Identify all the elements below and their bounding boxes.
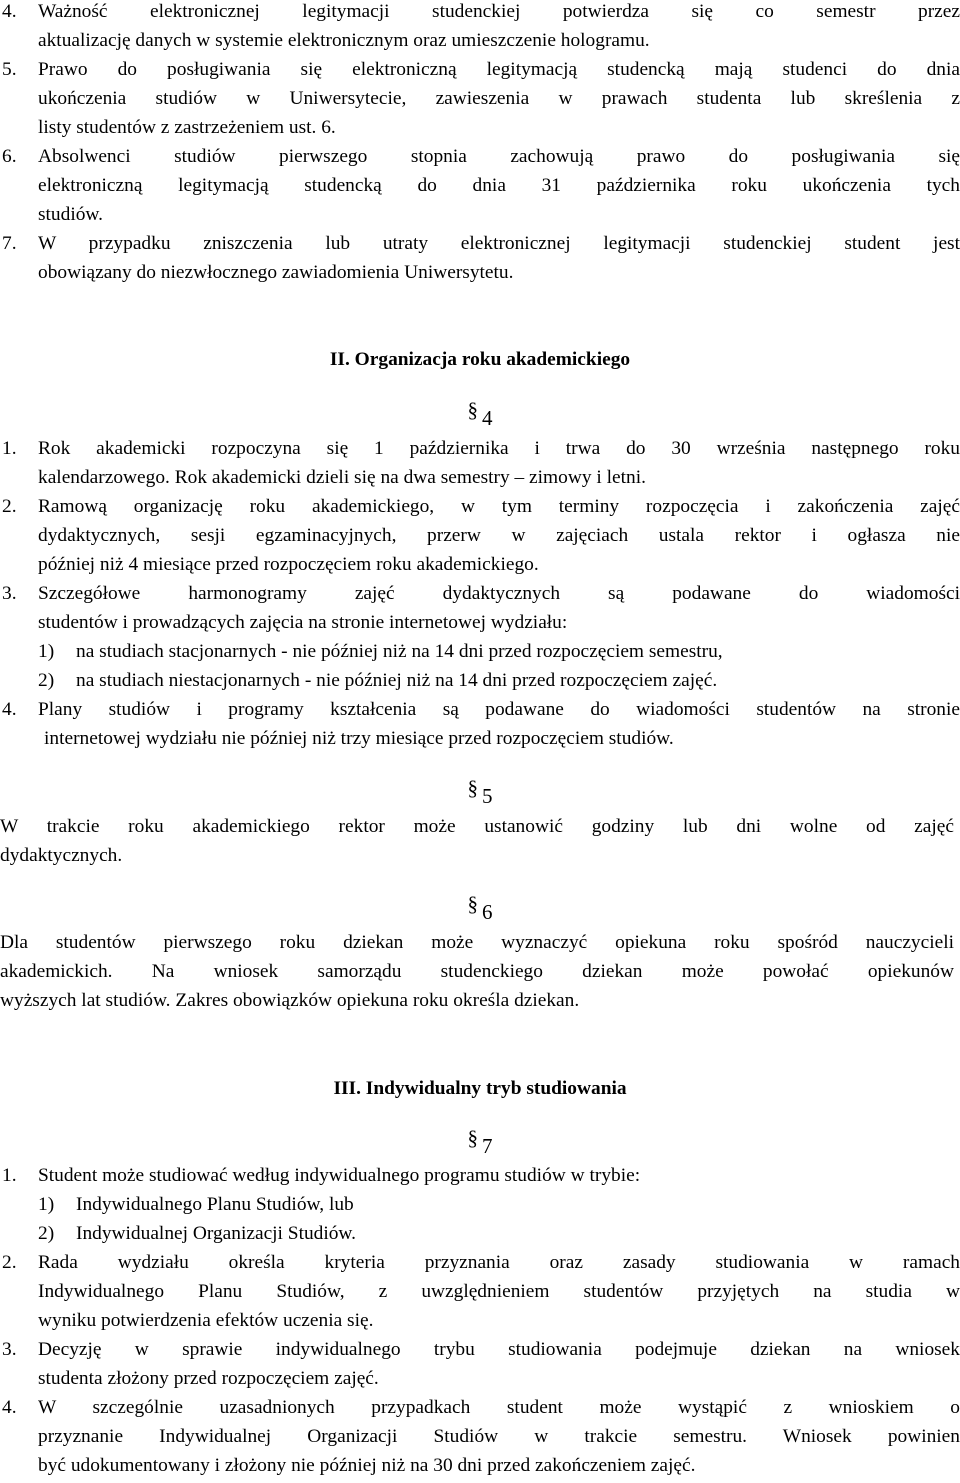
chapter-heading: III. Indywidualny tryb studiowania <box>333 1078 627 1099</box>
item-line: Prawo do posługiwania się elektroniczną legitymacją studencką mają studenci do dnia <box>38 59 960 80</box>
list-item <box>0 695 960 753</box>
list-item <box>0 1335 960 1393</box>
item-line: W przypadku zniszczenia lub utraty elektronicznej legitymacji studenckiej student jest <box>38 233 960 254</box>
item-line: wyniku potwierdzenia efektów uczenia się. <box>38 1310 374 1331</box>
item-line: internetowej wydziału nie później niż trzy miesiące przed rozpoczęciem studiów. <box>44 728 674 749</box>
item-number: 1. <box>2 438 17 459</box>
item-number: 3. <box>2 583 17 604</box>
sub-item-number: 1) <box>38 1194 55 1215</box>
section-sign: § <box>467 776 478 800</box>
list-item <box>0 0 960 55</box>
paragraph-number-value: 7 <box>482 1134 493 1158</box>
paragraph-line: Dla studentów pierwszego roku dziekan może wyznaczyć opiekuna roku spośród nauczycieli <box>0 932 954 953</box>
item-number: 3. <box>2 1339 17 1360</box>
section-sign: § <box>467 398 478 422</box>
item-number: 1. <box>2 1165 17 1186</box>
paragraph-number <box>0 398 960 433</box>
item-line: obowiązany do niezwłocznego zawiadomienia Uniwersytetu. <box>38 262 514 283</box>
item-line: Absolwenci studiów pierwszego stopnia zachowują prawo do posługiwania się <box>38 146 960 167</box>
sub-item-text: Indywidualnej Organizacji Studiów. <box>76 1223 357 1244</box>
paragraph-number <box>0 892 960 927</box>
list-item <box>0 1161 960 1190</box>
list-item <box>0 1393 960 1480</box>
item-line: kalendarzowego. Rok akademicki dzieli się na dwa semestry – zimowy i letni. <box>38 467 646 488</box>
item-number: 7. <box>2 233 17 254</box>
paragraph-number-value: 5 <box>482 784 493 808</box>
list-item <box>0 434 960 492</box>
sub-list-item <box>38 1219 356 1248</box>
item-line: być udokumentowany i złożony nie później niż na 30 dni przed zakończeniem zajęć. <box>38 1455 696 1476</box>
sub-item-text: na studiach niestacjonarnych - nie później niż na 14 dni przed rozpoczęciem zajęć. <box>76 670 718 691</box>
item-line: ukończenia studiów w Uniwersytecie, zawieszenia w prawach studenta lub skreślenia z <box>38 88 960 109</box>
item-line: Szczegółowe harmonogramy zajęć dydaktycznych są podawane do wiadomości <box>38 583 960 604</box>
list-item <box>0 579 960 637</box>
sub-item-text: Indywidualnego Planu Studiów, lub <box>76 1194 354 1215</box>
sub-item-text: na studiach stacjonarnych - nie później niż na 14 dni przed rozpoczęciem semestru, <box>76 641 723 662</box>
sub-list-item <box>38 637 723 666</box>
item-line: aktualizację danych w systemie elektronicznym oraz umieszczenie hologramu. <box>38 30 650 51</box>
paragraph-line: dydaktycznych. <box>0 845 123 866</box>
item-line: studentów i prowadzących zajęcia na stronie internetowej wydziału: <box>38 612 568 633</box>
list-item <box>0 142 960 229</box>
item-line: Ramową organizację roku akademickiego, w tym terminy rozpoczęcia i zakończenia zajęć <box>38 496 960 517</box>
sub-item-number: 2) <box>38 670 55 691</box>
item-line: Student może studiować według indywidualnego programu studiów w trybie: <box>38 1165 641 1186</box>
item-number: 4. <box>2 1 17 22</box>
item-line: Rada wydziału określa kryteria przyznania oraz zasady studiowania w ramach <box>38 1252 960 1273</box>
paragraph-number <box>0 776 960 811</box>
sub-list-item <box>38 1190 354 1219</box>
paragraph-line: W trakcie roku akademickiego rektor może ustanowić godziny lub dni wolne od zajęć <box>0 816 954 837</box>
item-line: elektroniczną legitymacją studencką do dnia 31 października roku ukończenia tych <box>38 175 960 196</box>
item-line: Plany studiów i programy kształcenia są podawane do wiadomości studentów na stronie <box>38 699 960 720</box>
paragraph-line: wyższych lat studiów. Zakres obowiązków opiekuna roku określa dziekan. <box>0 990 580 1011</box>
item-line: dydaktycznych, sesji egzaminacyjnych, przerw w zajęciach ustala rektor i ogłasza nie <box>38 525 960 546</box>
paragraph-text <box>0 812 954 870</box>
paragraph-text <box>0 928 954 1015</box>
paragraph-number <box>0 1126 960 1161</box>
sub-list-item <box>38 666 717 695</box>
list-item <box>0 1248 960 1335</box>
item-line: Ważność elektronicznej legitymacji studenckiej potwierdza się co semestr przez <box>38 1 960 22</box>
paragraph-line: akademickich. Na wniosek samorządu studenckiego dziekan może powołać opiekunów <box>0 961 954 982</box>
item-line: Indywidualnego Planu Studiów, z uwzględnieniem studentów przyjętych na studia w <box>38 1281 960 1302</box>
item-line: W szczególnie uzasadnionych przypadkach student może wystąpić z wnioskiem o <box>38 1397 960 1418</box>
item-line: studiów. <box>38 204 103 225</box>
sub-item-number: 2) <box>38 1223 55 1244</box>
item-line: studenta złożony przed rozpoczęciem zajęć. <box>38 1368 379 1389</box>
paragraph-number-value: 4 <box>482 406 493 430</box>
paragraph-number-value: 6 <box>482 900 493 924</box>
item-number: 4. <box>2 699 17 720</box>
sub-item-number: 1) <box>38 641 55 662</box>
item-number: 5. <box>2 59 17 80</box>
item-line: później niż 4 miesiące przed rozpoczęciem roku akademickiego. <box>38 554 539 575</box>
item-number: 6. <box>2 146 17 167</box>
list-item <box>0 55 960 142</box>
item-number: 4. <box>2 1397 17 1418</box>
item-line: listy studentów z zastrzeżeniem ust. 6. <box>38 117 336 138</box>
item-line: Rok akademicki rozpoczyna się 1 października i trwa do 30 września następnego roku <box>38 438 960 459</box>
section-sign: § <box>467 1126 478 1150</box>
item-number: 2. <box>2 1252 17 1273</box>
item-line: Decyzję w sprawie indywidualnego trybu studiowania podejmuje dziekan na wniosek <box>38 1339 960 1360</box>
list-item <box>0 229 960 287</box>
item-number: 2. <box>2 496 17 517</box>
section-sign: § <box>467 892 478 916</box>
item-line: przyznanie Indywidualnej Organizacji Studiów w trakcie semestru. Wniosek powinien <box>38 1426 960 1447</box>
list-item <box>0 492 960 579</box>
chapter-heading: II. Organizacja roku akademickiego <box>329 349 631 370</box>
